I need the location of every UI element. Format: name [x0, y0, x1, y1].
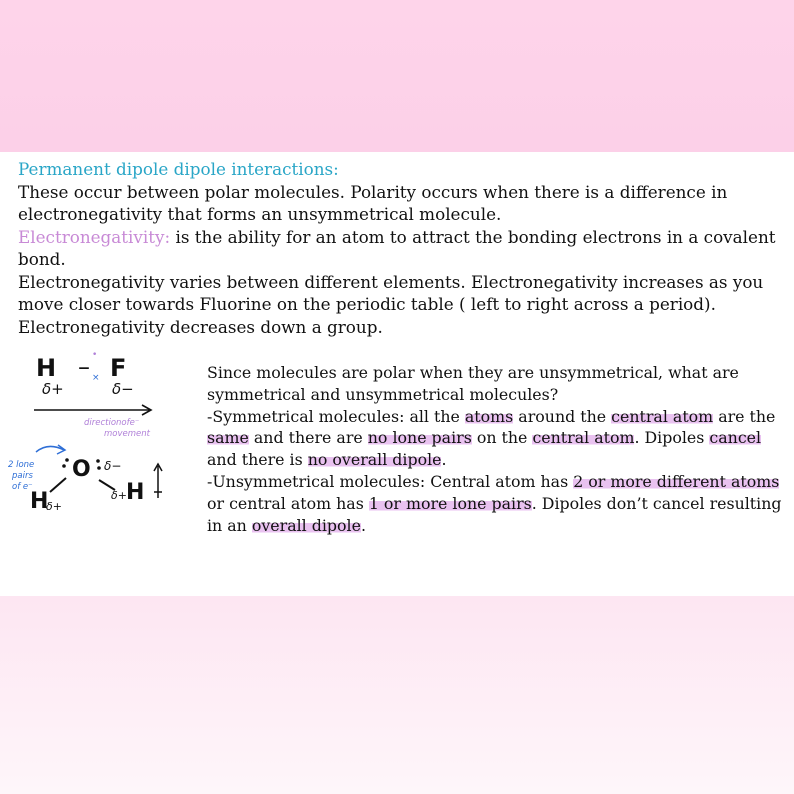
lone-pairs-label-line2: pairs [12, 471, 33, 481]
electronegativity-trend-paragraph: Electronegativity varies between different elements. Electronegativity increases as you move closer towards Fluorine on the periodic table ( left to right across a period). Electronegativity decreases down a group. [18, 271, 764, 337]
water-h-left-delta: δ+ [46, 500, 62, 513]
o-h-left-bond [50, 478, 66, 492]
text-run: . Dipoles [634, 428, 710, 448]
arrow-caption-line2: movement [104, 429, 150, 439]
water-o-delta: δ− [104, 459, 122, 473]
lone-pair-dot [65, 458, 69, 462]
text-run: or central atom has [207, 493, 369, 513]
highlight-different-atoms: 2 or more different atoms [573, 471, 780, 491]
hf-delta-minus: δ− [112, 380, 134, 398]
hf-f-atom: F [110, 354, 127, 382]
symmetrical-definition [207, 406, 787, 471]
text-run: . [441, 450, 447, 470]
lone-pairs-label-line1: 2 lone [8, 460, 35, 470]
hf-h-atom: H [36, 354, 57, 382]
hf-bond: – [78, 353, 90, 381]
highlight-lone-pairs: 1 or more lone pairs [368, 493, 532, 513]
lone-pair-dot [62, 464, 66, 468]
text-run: on the [471, 428, 533, 448]
hf-delta-plus: δ+ [42, 380, 64, 398]
text-run: around the [513, 406, 612, 426]
section-heading: Permanent dipole dipole interactions: [18, 159, 339, 179]
electronegativity-definition-text: is the ability for an atom to attract the bonding electrons in a covalent bond. [18, 226, 776, 269]
text-run: -Symmetrical molecules: all the [207, 406, 465, 426]
text-run: . Dipoles don’t cancel resulting in an [207, 493, 782, 535]
highlight-no-overall-dipole: no overall dipole [307, 450, 442, 470]
top-pink-band [0, 0, 794, 152]
water-o-atom: O [72, 457, 91, 482]
intro-section [18, 158, 788, 338]
lone-pairs-pointer-arrowhead [57, 445, 65, 454]
highlight-cancel: cancel [709, 428, 762, 448]
water-h-left-atom: H [30, 489, 49, 514]
symmetry-section [207, 362, 787, 536]
electronegativity-term: Electronegativity: [18, 226, 171, 247]
highlight-same: same [207, 428, 249, 448]
highlight-no-lone-pairs: no lone pairs [367, 428, 472, 448]
polarity-paragraph: These occur between polar molecules. Polarity occurs when there is a difference in electronegativity that forms an unsymmetrical molecule. [18, 181, 728, 224]
lone-pairs-pointer-arrow [36, 446, 64, 452]
lone-pairs-label-line3: of e⁻ [12, 482, 33, 492]
highlight-central-atom: central atom [611, 406, 714, 426]
text-run: -Unsymmetrical molecules: Central atom has [207, 471, 574, 491]
highlight-central-atom: central atom [532, 428, 635, 448]
dipole-sketch [0, 340, 200, 520]
text-run: and there are [248, 428, 368, 448]
water-h-right-delta: δ+ [111, 489, 127, 502]
water-h-right-atom: H [126, 480, 145, 505]
electronegativity-definition [18, 226, 788, 271]
text-run: . [360, 515, 366, 535]
text-run: and there is [207, 450, 308, 470]
lone-pair-dot [97, 466, 101, 470]
unsymmetrical-definition [207, 471, 787, 536]
highlight-overall-dipole: overall dipole [251, 515, 361, 535]
text-run: are the [713, 406, 776, 426]
highlight-atoms: atoms [464, 406, 514, 426]
bonding-electron-cross: × [92, 373, 100, 383]
lone-pair-dot [96, 459, 100, 463]
bonding-electron-dot: • [92, 350, 98, 360]
bottom-pink-band [0, 596, 794, 794]
arrow-caption-line1: directionofe⁻ [84, 418, 140, 428]
symmetry-question: Since molecules are polar when they are unsymmetrical, what are symmetrical and unsymmetrical molecules? [207, 363, 739, 404]
